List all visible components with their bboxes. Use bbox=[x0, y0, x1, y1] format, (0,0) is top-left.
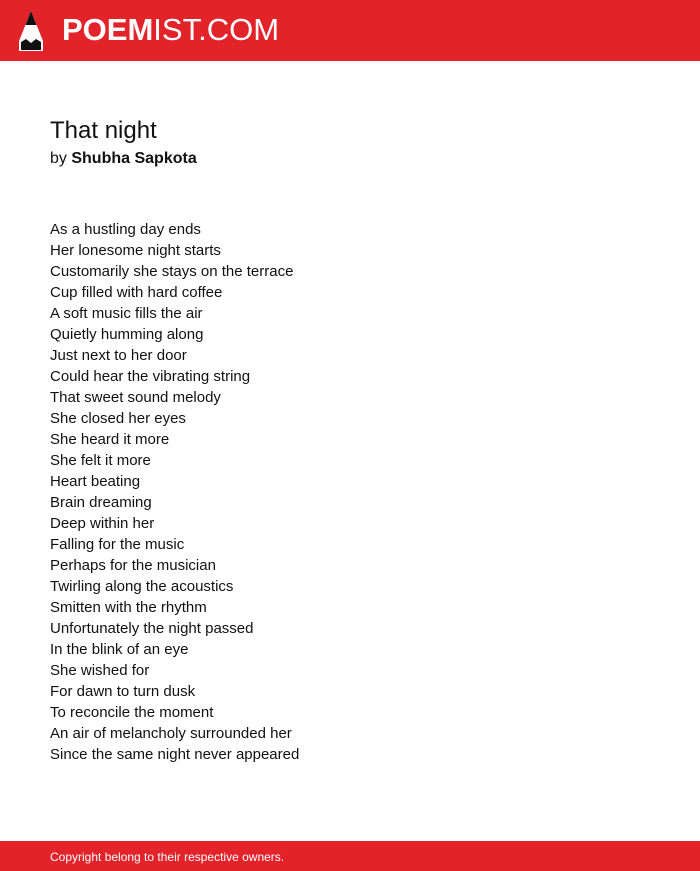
poem-line: She felt it more bbox=[50, 452, 151, 469]
poem-line: Deep within her bbox=[50, 515, 155, 532]
poem-line: Could hear the vibrating string bbox=[50, 368, 251, 385]
poem-line: She heard it more bbox=[50, 431, 170, 448]
poem-line: Falling for the music bbox=[50, 536, 185, 553]
footer-copyright: Copyright belong to their respective owners. bbox=[50, 850, 285, 864]
poem-line: Quietly humming along bbox=[50, 326, 204, 343]
poem-author: Shubha Sapkota bbox=[71, 150, 197, 167]
poem-line: Smitten with the rhythm bbox=[50, 599, 207, 616]
poem-line: Heart beating bbox=[50, 473, 141, 490]
poem-byline bbox=[50, 149, 197, 169]
poem-line: Customarily she stays on the terrace bbox=[50, 263, 294, 280]
site-logo[interactable] bbox=[62, 12, 279, 48]
poem-line: An air of melancholy surrounded her bbox=[50, 725, 292, 742]
poem-line: Brain dreaming bbox=[50, 494, 152, 511]
poem-line: She wished for bbox=[50, 662, 150, 679]
poem-line: In the blink of an eye bbox=[50, 641, 189, 658]
logo-bold-part: POEM bbox=[62, 12, 154, 47]
poem-line: As a hustling day ends bbox=[50, 221, 201, 238]
site-header bbox=[0, 0, 700, 61]
poem-line: She closed her eyes bbox=[50, 410, 186, 427]
poem-line: Twirling along the acoustics bbox=[50, 578, 234, 595]
poem-line: Unfortunately the night passed bbox=[50, 620, 254, 637]
site-footer bbox=[0, 841, 700, 871]
poem-body bbox=[50, 219, 299, 765]
poem-title: That night bbox=[50, 117, 157, 144]
poem-line: Her lonesome night starts bbox=[50, 242, 221, 259]
poem-line: Perhaps for the musician bbox=[50, 557, 216, 574]
poem-line: To reconcile the moment bbox=[50, 704, 214, 721]
poem-line: Cup filled with hard coffee bbox=[50, 284, 223, 301]
byline-prefix: by bbox=[50, 150, 67, 167]
poem-line: For dawn to turn dusk bbox=[50, 683, 196, 700]
poem-line: Just next to her door bbox=[50, 347, 187, 364]
pencil-icon bbox=[18, 10, 44, 52]
poem-line: That sweet sound melody bbox=[50, 389, 221, 406]
poem-line: A soft music fills the air bbox=[50, 305, 203, 322]
poem-line: Since the same night never appeared bbox=[50, 746, 300, 763]
logo-light-part: IST.COM bbox=[153, 12, 280, 47]
